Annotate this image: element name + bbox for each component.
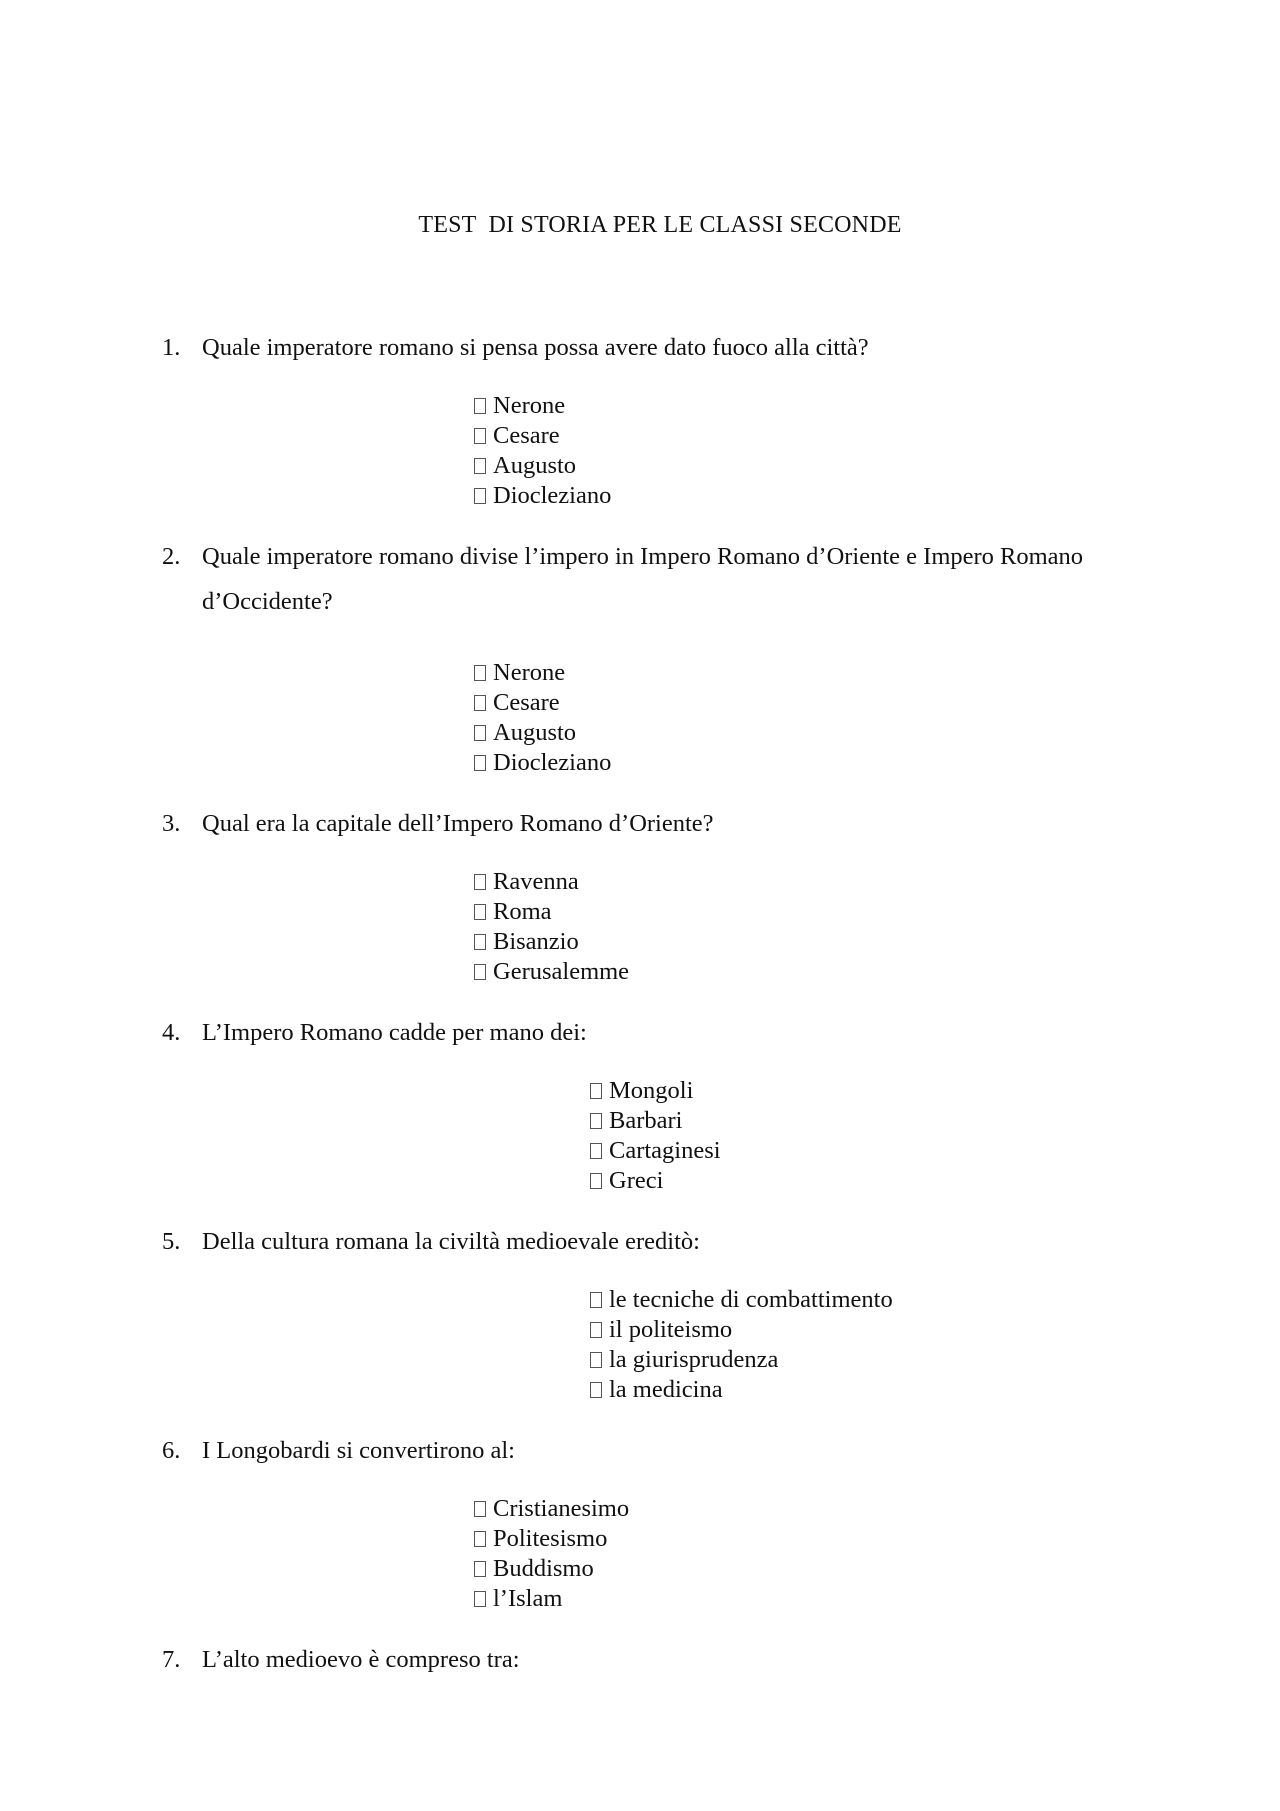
question-number: 1. <box>162 334 181 361</box>
page-title: TEST DI STORIA PER LE CLASSI SECONDE <box>418 212 902 238</box>
checkbox[interactable] <box>590 1322 602 1338</box>
question-text: Qual era la capitale dell’Impero Romano d’Oriente? <box>202 810 714 837</box>
question-text: L’Impero Romano cadde per mano dei: <box>202 1019 587 1046</box>
answer-option[interactable]: Nerone <box>474 391 565 421</box>
question-number: 4. <box>162 1019 181 1046</box>
checkbox[interactable] <box>474 1501 486 1517</box>
question-number: 7. <box>162 1646 181 1673</box>
question-text: L’alto medioevo è compreso tra: <box>202 1646 520 1673</box>
checkbox[interactable] <box>474 755 486 771</box>
answer-option[interactable]: Diocleziano <box>474 748 611 778</box>
checkbox[interactable] <box>474 428 486 444</box>
answer-option[interactable]: Mongoli <box>590 1076 693 1106</box>
answer-option[interactable]: Bisanzio <box>474 927 579 957</box>
checkbox[interactable] <box>474 934 486 950</box>
checkbox[interactable] <box>590 1173 602 1189</box>
answer-option[interactable]: la medicina <box>590 1375 723 1405</box>
answer-option[interactable]: Gerusalemme <box>474 957 629 987</box>
question-number: 2. <box>162 543 181 570</box>
checkbox[interactable] <box>474 665 486 681</box>
question-text: I Longobardi si convertirono al: <box>202 1437 515 1464</box>
checkbox[interactable] <box>590 1382 602 1398</box>
answer-option[interactable]: il politeismo <box>590 1315 732 1345</box>
question-number: 6. <box>162 1437 181 1464</box>
answer-option[interactable]: Ravenna <box>474 867 579 897</box>
answer-option[interactable]: Cartaginesi <box>590 1136 721 1166</box>
checkbox[interactable] <box>474 874 486 890</box>
answer-option[interactable]: Roma <box>474 897 552 927</box>
checkbox[interactable] <box>474 1531 486 1547</box>
checkbox[interactable] <box>474 1591 486 1607</box>
answer-option[interactable]: l’Islam <box>474 1584 562 1614</box>
answer-option[interactable]: Barbari <box>590 1106 682 1136</box>
answer-option[interactable]: Cesare <box>474 688 560 718</box>
question-text: Quale imperatore romano si pensa possa avere dato fuoco alla città? <box>202 334 869 361</box>
answer-option[interactable]: Diocleziano <box>474 481 611 511</box>
checkbox[interactable] <box>590 1352 602 1368</box>
checkbox[interactable] <box>474 458 486 474</box>
question-text: Quale imperatore romano divise l’impero in Impero Romano d’Oriente e Impero Romano d’Occidente? <box>202 543 1084 615</box>
checkbox[interactable] <box>474 1561 486 1577</box>
checkbox[interactable] <box>474 964 486 980</box>
checkbox[interactable] <box>474 695 486 711</box>
answer-option[interactable]: le tecniche di combattimento <box>590 1285 893 1315</box>
answer-option[interactable]: Nerone <box>474 658 565 688</box>
answer-option[interactable]: Buddismo <box>474 1554 594 1584</box>
question-text: Della cultura romana la civiltà medioevale ereditò: <box>202 1228 700 1255</box>
answer-option[interactable]: Politesismo <box>474 1524 607 1554</box>
answer-option[interactable]: Augusto <box>474 718 576 748</box>
checkbox[interactable] <box>590 1143 602 1159</box>
answer-option[interactable]: la giurisprudenza <box>590 1345 778 1375</box>
answer-option[interactable]: Cristianesimo <box>474 1494 629 1524</box>
answer-option[interactable]: Greci <box>590 1166 663 1196</box>
checkbox[interactable] <box>590 1113 602 1129</box>
question-number: 5. <box>162 1228 181 1255</box>
checkbox[interactable] <box>474 725 486 741</box>
answer-option[interactable]: Augusto <box>474 451 576 481</box>
checkbox[interactable] <box>590 1292 602 1308</box>
checkbox[interactable] <box>474 488 486 504</box>
answer-option[interactable]: Cesare <box>474 421 560 451</box>
question-number: 3. <box>162 810 181 837</box>
checkbox[interactable] <box>474 904 486 920</box>
checkbox[interactable] <box>474 398 486 414</box>
checkbox[interactable] <box>590 1083 602 1099</box>
